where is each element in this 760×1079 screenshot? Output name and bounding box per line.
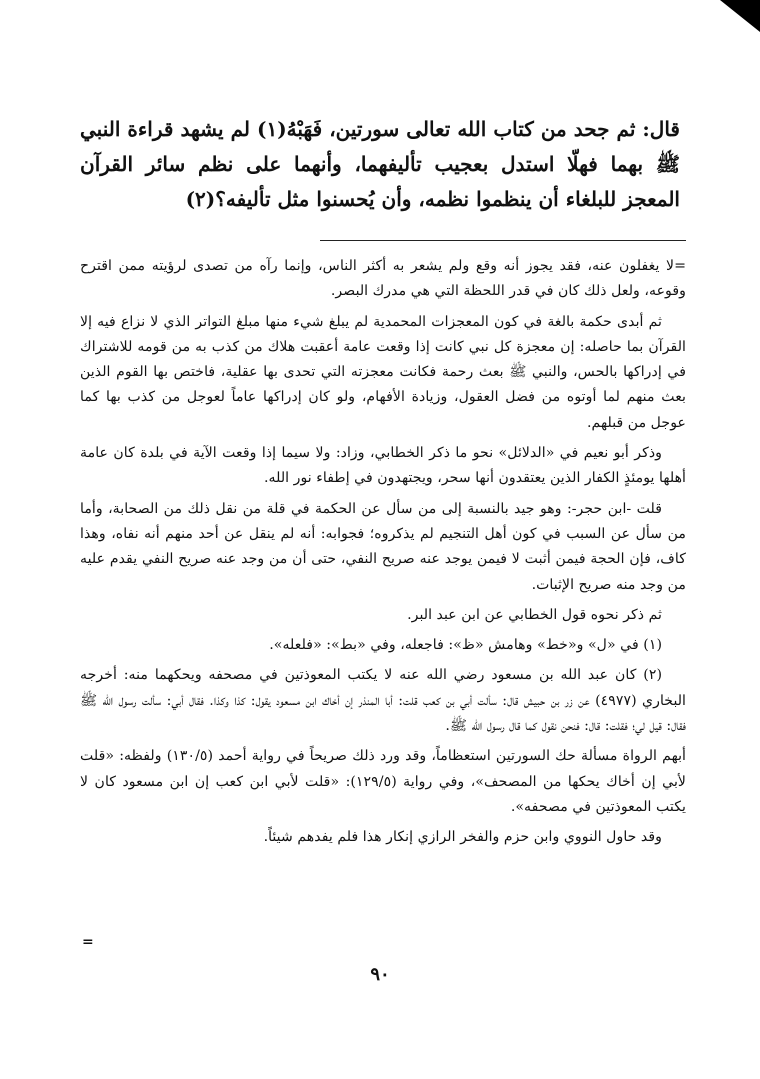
footnote-continuation: =لا يغفلون عنه، فقد يجوز أنه وقع ولم يشعر به أكثر الناس، وإنما رآه من تصدى لرؤيته ممن اقترح وقوعه، ولعل ذلك كان في قدر اللحظة التي هي مدرك البصر. [80,258,686,300]
main-paragraph: قال: ثم جحد من كتاب الله تعالى سورتين، فَهَبْهُ(١) لم يشهد قراءة النبي ﷺ بهما فهلّا استدل بعجيب تأليفهما، وأنهما على نظم سائر القرآن المعجز للبلغاء أن ينظموا نظمه، وأن يُحسنوا مثل تأليفه؟(٢) [80,117,680,211]
continuation-marker: = [82,934,94,950]
footnote-paragraph: قلت -ابن حجر-: وهو جيد بالنسبة إلى من سأل عن الحكمة في قلة من نقل ذلك من الصحابة، وأما من سأل عن السبب في كون أهل التنجيم لم يذكروه؛ فجوابه: أنه لم ينقل عن أحد منهم أنه نفاه، وهذا كاف، فإن الحجة فيمن أثبت لا فيمن يوجد عنه صريح النفي، حتى أن من وجد عنه صريح النفي يقدم عليه من وجد منه صريح الإثبات. [80,500,686,593]
footnote-1: (١) في «ل» و«خط» وهامش «ظ»: فاجعله، وفي «بط»: «فلعله». [269,637,662,654]
footnote-paragraph: وذكر أبو نعيم في «الدلائل» نحو ما ذكر الخطابي، وزاد: ولا سيما إذا وقعت الآية في بلدة كان عامة أهلها يومئذٍ الكفار الذين يعتقدون أنها سحر، ويجتهدون في إطفاء نور الله. [80,445,686,487]
main-text-block [80,112,680,217]
footnote-2: (٢) كان عبد الله بن مسعود رضي الله عنه لا يكتب المعوذتين في مصحفه ويحكهما منه: أخرجه البخاري (٤٩٧٧) عن زر بن حبيش قال: سألت أبي بن كعب قلت: أبا المنذر إن أخاك ابن مسعود يقول: كذا وكذا. فقال أبي: سألت رسول الله ﷺ فقال: قيل لي؛ فقلت: قال: فنحن نقول كما قال رسول الله ﷺ. [80,667,686,735]
footnotes-block [80,254,686,856]
footnote-paragraph: أبهم الرواة مسألة حك السورتين استعظاماً، وقد ورد ذلك صريحاً في رواية أحمد (١٣٠/٥) ولفظه: «قلت لأبي إن أخاك يحكها من المصحف»، وفي رواية (١٢٩/٥): «قلت لأبي ابن كعب إن ابن مسعود كان لا يكتب المعوذتين في مصحفه». [80,748,686,815]
footnote-paragraph: ثم أبدى حكمة بالغة في كون المعجزات المحمدية لم يبلغ شيء منها مبلغ التواتر الذي لا نزاع فيه إلا القرآن بما حاصله: إن معجزة كل نبي كانت إذا وقعت عامة أعقبت هلاك من كذب به من قومه للاشتراك في إدراكها بالحس، والنبي ﷺ بعث رحمة فكانت معجزته التي تحدى بها عقلية، فاختص بها القوم الذين بعث منهم لما أوتوه من فضل العقول، وزيادة الأفهام، ولو كان إدراكها عاماً لعوجل من كذب بها كما عوجل من قبلهم. [80,313,686,431]
footnote-paragraph: وقد حاول النووي وابن حزم والفخر الرازي إنكار هذا فلم يفدهم شيئاً. [263,829,662,846]
page-number: ٩٠ [370,964,390,985]
footnote-paragraph: ثم ذكر نحوه قول الخطابي عن ابن عبد البر. [407,606,662,623]
footnote-separator [320,240,686,241]
corner-mark [720,0,760,32]
